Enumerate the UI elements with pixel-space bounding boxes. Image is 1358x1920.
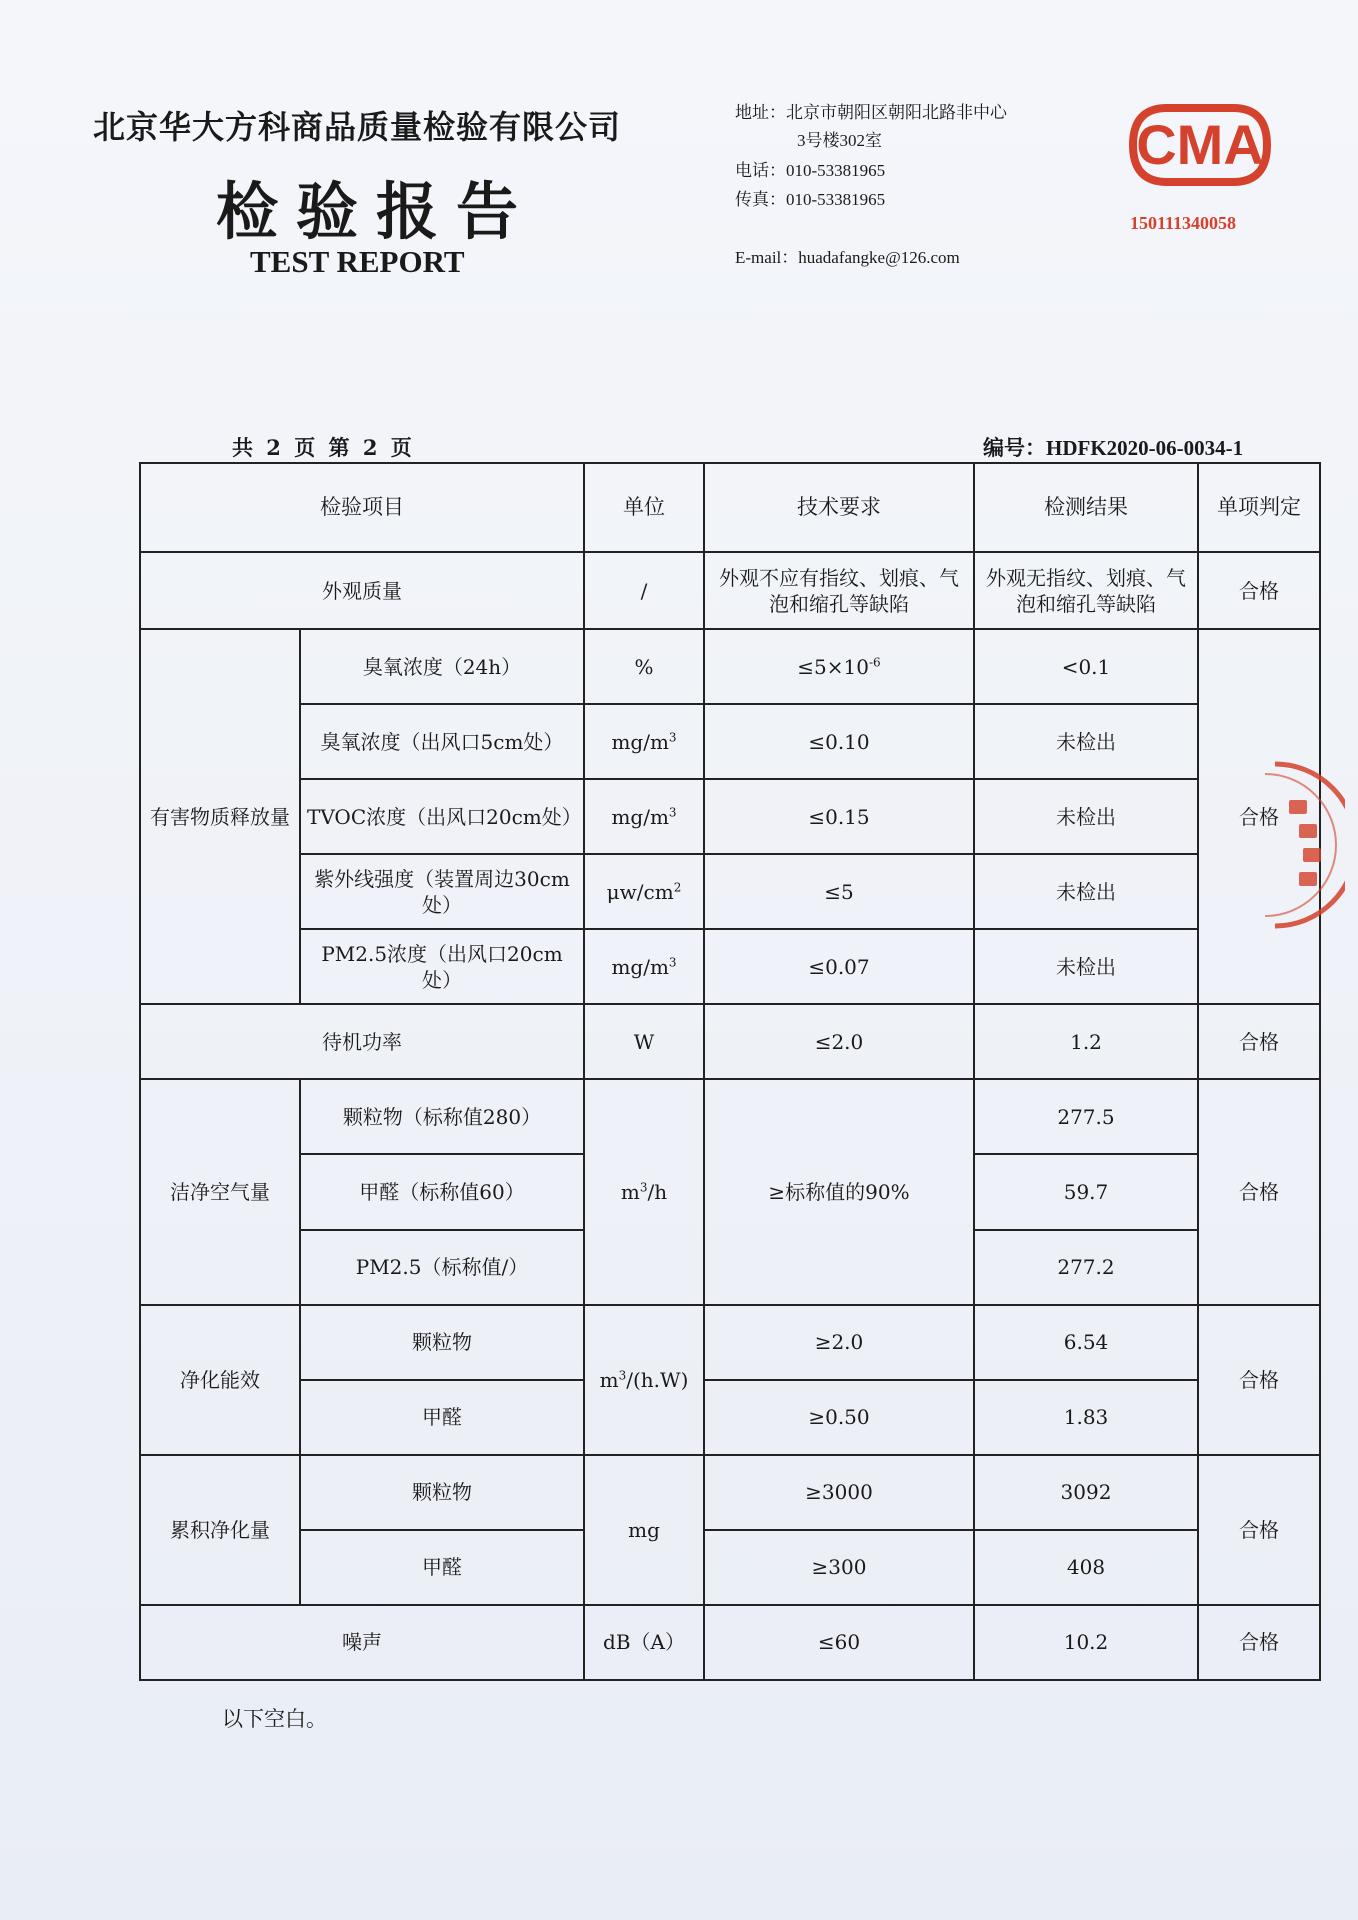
cell-requirement: ≤0.07 bbox=[704, 929, 974, 1004]
cell-unit: mg bbox=[584, 1455, 704, 1605]
cell-verdict: 合格 bbox=[1198, 1079, 1320, 1304]
cell-result: 59.7 bbox=[974, 1154, 1198, 1229]
cell-item: 噪声 bbox=[140, 1605, 584, 1680]
cell-result: 未检出 bbox=[974, 704, 1198, 779]
unit-exponent: 3 bbox=[668, 805, 677, 820]
company-seal bbox=[1255, 760, 1345, 930]
cell-item: 紫外线强度（装置周边30cm处） bbox=[300, 854, 584, 929]
cell-unit: % bbox=[584, 629, 704, 704]
unit-exponent: 3 bbox=[639, 1180, 648, 1195]
table-row bbox=[140, 854, 1320, 929]
cell-result: 3092 bbox=[974, 1455, 1198, 1530]
cell-result: 277.2 bbox=[974, 1230, 1198, 1305]
unit-exponent: 3 bbox=[668, 955, 677, 970]
table-header-row bbox=[140, 463, 1320, 552]
cell-requirement: ≥3000 bbox=[704, 1455, 974, 1530]
table-row bbox=[140, 929, 1320, 1004]
requirement-exponent: -6 bbox=[869, 654, 881, 669]
email: E-mail：huadafangke@126.com bbox=[735, 248, 960, 267]
cell-item: 颗粒物 bbox=[300, 1305, 584, 1380]
cell-result: 未检出 bbox=[974, 779, 1198, 854]
cell-item: 颗粒物（标称值280） bbox=[300, 1079, 584, 1154]
cell-requirement: ≤0.10 bbox=[704, 704, 974, 779]
cell-requirement: ≤0.15 bbox=[704, 779, 974, 854]
cell-verdict: 合格 bbox=[1198, 1605, 1320, 1680]
cell-unit: / bbox=[584, 552, 704, 629]
cell-item: 待机功率 bbox=[140, 1004, 584, 1079]
unit-text: mg/m bbox=[611, 954, 669, 979]
cell-requirement: ≤60 bbox=[704, 1605, 974, 1680]
cell-result: 6.54 bbox=[974, 1305, 1198, 1380]
cell-result: 1.2 bbox=[974, 1004, 1198, 1079]
cell-unit bbox=[584, 704, 704, 779]
test-results-table bbox=[139, 462, 1321, 1681]
table-row bbox=[140, 1530, 1320, 1605]
cell-requirement bbox=[704, 629, 974, 704]
cell-requirement: ≤2.0 bbox=[704, 1004, 974, 1079]
cell-unit bbox=[584, 1079, 704, 1304]
phone: 电话：010-53381965 bbox=[735, 161, 886, 180]
unit-tail: /h bbox=[647, 1179, 668, 1204]
cell-result: 外观无指纹、划痕、气泡和缩孔等缺陷 bbox=[974, 552, 1198, 629]
cell-unit: W bbox=[584, 1004, 704, 1079]
cell-group: 净化能效 bbox=[140, 1305, 300, 1455]
cell-requirement: ≥0.50 bbox=[704, 1380, 974, 1455]
table-row bbox=[140, 1455, 1320, 1530]
table-row bbox=[140, 1605, 1320, 1680]
table-row bbox=[140, 1079, 1320, 1154]
cell-requirement: ≥标称值的90% bbox=[704, 1079, 974, 1304]
cell-verdict: 合格 bbox=[1198, 1455, 1320, 1605]
unit-text: μw/cm bbox=[606, 879, 674, 904]
unit-text: mg/m bbox=[611, 804, 669, 829]
header-requirement: 技术要求 bbox=[704, 463, 974, 552]
report-title-en: TEST REPORT bbox=[250, 244, 465, 279]
cma-cert-number: 150111340058 bbox=[1130, 213, 1237, 233]
address-line-2: 3号楼302室 bbox=[797, 131, 882, 150]
cell-requirement: ≥2.0 bbox=[704, 1305, 974, 1380]
cell-unit bbox=[584, 1305, 704, 1455]
footer-note: 以下空白。 bbox=[222, 1707, 327, 1731]
cma-logo bbox=[1127, 100, 1273, 190]
table-row bbox=[140, 704, 1320, 779]
unit-text: mg/m bbox=[611, 729, 669, 754]
table-row bbox=[140, 629, 1320, 704]
requirement-text: ≤5×10 bbox=[797, 654, 869, 679]
cell-result: 未检出 bbox=[974, 854, 1198, 929]
cell-item: 臭氧浓度（出风口5cm处） bbox=[300, 704, 584, 779]
table-row bbox=[140, 1305, 1320, 1380]
fax: 传真：010-53381965 bbox=[735, 190, 886, 209]
cell-item: 甲醛 bbox=[300, 1380, 584, 1455]
cell-item: 甲醛 bbox=[300, 1530, 584, 1605]
cell-verdict: 合格 bbox=[1198, 1004, 1320, 1079]
unit-tail: /(h.W) bbox=[626, 1367, 689, 1392]
address-line-1: 地址：北京市朝阳区朝阳北路非中心 bbox=[735, 103, 1007, 122]
table-row bbox=[140, 1004, 1320, 1079]
cell-result: 未检出 bbox=[974, 929, 1198, 1004]
report-number: 编号：HDFK2020-06-0034-1 bbox=[983, 436, 1244, 460]
unit-text: m bbox=[599, 1367, 619, 1392]
unit-exponent: 2 bbox=[673, 880, 682, 895]
cell-group: 洁净空气量 bbox=[140, 1079, 300, 1304]
cell-item: 甲醛（标称值60） bbox=[300, 1154, 584, 1229]
cell-requirement: 外观不应有指纹、划痕、气泡和缩孔等缺陷 bbox=[704, 552, 974, 629]
page-info: 共 2 页 第 2 页 bbox=[232, 435, 415, 460]
cell-verdict: 合格 bbox=[1198, 1305, 1320, 1455]
unit-text: m bbox=[620, 1179, 640, 1204]
cell-unit bbox=[584, 779, 704, 854]
table-row bbox=[140, 552, 1320, 629]
table-row bbox=[140, 779, 1320, 854]
cell-unit: dB（A） bbox=[584, 1605, 704, 1680]
cell-item: PM2.5（标称值/） bbox=[300, 1230, 584, 1305]
cell-item: PM2.5浓度（出风口20cm处） bbox=[300, 929, 584, 1004]
cell-group: 有害物质释放量 bbox=[140, 629, 300, 1004]
cma-logo-text: CMA bbox=[1136, 113, 1264, 176]
header-result: 检测结果 bbox=[974, 463, 1198, 552]
cell-result: 277.5 bbox=[974, 1079, 1198, 1154]
cell-item: 臭氧浓度（24h） bbox=[300, 629, 584, 704]
cell-verdict: 合格 bbox=[1198, 552, 1320, 629]
cell-requirement: ≥300 bbox=[704, 1530, 974, 1605]
cell-item: TVOC浓度（出风口20cm处） bbox=[300, 779, 584, 854]
cell-result: 1.83 bbox=[974, 1380, 1198, 1455]
header-item: 检验项目 bbox=[140, 463, 584, 552]
cell-verdict: 合格 bbox=[1198, 629, 1320, 1004]
cell-item: 颗粒物 bbox=[300, 1455, 584, 1530]
header-unit: 单位 bbox=[584, 463, 704, 552]
company-name: 北京华大方科商品质量检验有限公司 bbox=[93, 108, 622, 146]
cell-group: 累积净化量 bbox=[140, 1455, 300, 1605]
table-row bbox=[140, 1380, 1320, 1455]
report-title-cn: 检验报告 bbox=[216, 175, 537, 248]
header-verdict: 单项判定 bbox=[1198, 463, 1320, 552]
cell-result: <0.1 bbox=[974, 629, 1198, 704]
cell-item: 外观质量 bbox=[140, 552, 584, 629]
cell-unit bbox=[584, 854, 704, 929]
cell-requirement: ≤5 bbox=[704, 854, 974, 929]
unit-exponent: 3 bbox=[618, 1367, 627, 1382]
cell-unit bbox=[584, 929, 704, 1004]
cell-result: 408 bbox=[974, 1530, 1198, 1605]
unit-exponent: 3 bbox=[668, 730, 677, 745]
cell-result: 10.2 bbox=[974, 1605, 1198, 1680]
